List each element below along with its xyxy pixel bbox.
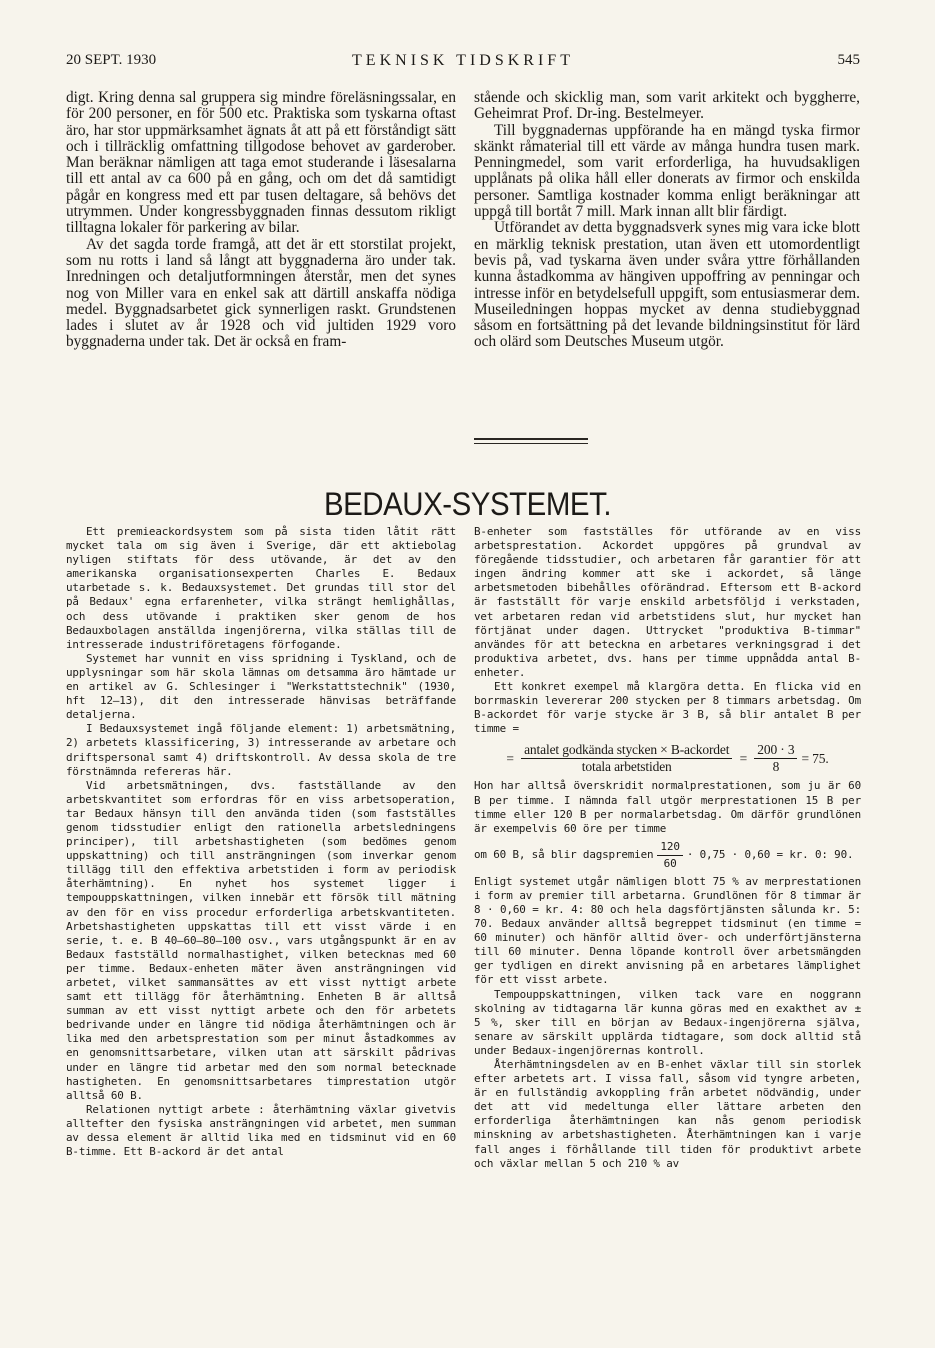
premium-prefix: om 60 B, så blir dagspremien bbox=[474, 848, 654, 862]
article-end-rule bbox=[474, 438, 588, 440]
formula-numerator: antalet godkända stycken × B-ackordet bbox=[521, 742, 732, 759]
article-end-rule-thin bbox=[474, 443, 588, 444]
premium-formula bbox=[474, 839, 861, 872]
paragraph: Till byggnadernas uppförande ha en mängd tyska firmor skänkt råmaterial till ett värde av många hundra tusen mark. Penningmedel, som varit erforderliga, ha huvudsakligen upplånats på olika håll eller donerats av firmor och enskilda personer. Samtliga kostnader komma enligt beräkningar att uppgå till bortåt 7 mill. Mark innan allt blir färdigt. bbox=[474, 121, 860, 221]
paragraph: Relationen nyttigt arbete : återhämtning växlar givetvis alltefter den fysiska ansträngningen vid arbetet, men summan av dessa element är alltid lika med en tidsminut vid en 60 B-timme. Ett B-ackord är det antal bbox=[66, 1102, 456, 1159]
paragraph: Ett konkret exempel må klargöra detta. En flicka vid en borrmaskin levererar 200 stycken per 8 timmars arbetsdag. Om B-ackordet för varje stycke är 3 B, så blir antalet B per timme = bbox=[474, 680, 861, 736]
premium-numerator: 120 bbox=[657, 839, 682, 856]
paragraph: Tempouppskattningen, vilken tack vare en noggrann skolning av tidtagarna lär kunna göras med en exakthet av ± 5 %, sker till en början av Bedaux-ingenjörerna själva, senare av särskilt upplärda tidtagare, som dock alltid stå under Bedaux-ingenjörernas kontroll. bbox=[474, 987, 861, 1057]
premium-suffix: · 0,75 · 0,60 = kr. 0: 90. bbox=[686, 848, 854, 862]
paragraph: Systemet har vunnit en viss spridning i Tyskland, och de upplysningar som här skola lämnas om detsamma äro hämtade ur en artikel av G. Schlesinger i "Werkstattstechnik" (1930, hft 12—13), dit den intresserade hänvisas beträffande detaljerna. bbox=[66, 651, 456, 722]
paragraph: B-enheter som fastställes för utförande av en viss arbetsprestation. Ackordet uppgöres på grundval av föregående tidsstudier, och arbetaren får garantier för att ingen ändring kommer att ske i ackordet, så länge arbetsmetoden bibehålles oförändrad. Eftersom ett B-ackord är fastställt för varje enskild arbetsföljd i verkstaden, vet arbetaren redan vid arbetstidens slut, hur mycket han förtjänat under dagen. Uttrycket "produktiva B-timmar" användes för att beteckna en arbetares verkningsgrad i det produktiva arbetet, dvs. hans per timme uppnådda antal B-enheter. bbox=[474, 525, 861, 679]
formula-denominator: totala arbetstiden bbox=[581, 759, 672, 775]
premium-fraction bbox=[657, 839, 682, 872]
formula-fraction-values bbox=[754, 742, 797, 775]
formula-fraction bbox=[521, 742, 732, 775]
paragraph: digt. Kring denna sal gruppera sig mindre föreläsningssalar, en för 200 personer, en för 500 etc. Praktiska som tyskarna oftast äro, har stor uppmärksamhet ägnats åt att på ett förståndigt sätt och i tillräcklig omfattning tillgodose behovet av garderober. Man beräknar nämligen att taga emot studerande i läsesalarna till ett antal av ca 600 på en gång, och om det då samtidigt pågår en kongress med ett par tusen deltagare, så behövs det utrymmen. Under kongressbyggnaden finnas dessutom rikligt tilltagna lokaler för parkering av bilar. bbox=[66, 89, 456, 237]
paragraph: Utförandet av detta byggnadsverk synes mig vara icke blott en märklig teknisk prestation, utan även ett utomordentligt bevis på, vad tyskarna även under svåra yttre förhållanden kunna åstadkomma av hängiven uppoffring av penningar och intresse inför en betydelsefull uppgift, som entusiasmerar dem. Museiledningen hoppas mycket av denna studiebyggnad såsom en fortsättning på det levande bildningsinstitut för lärd och olärd som Deutsches Museum utgör. bbox=[474, 219, 860, 351]
paragraph: Återhämtningsdelen av en B-enhet växlar till sin storlek efter arbetets art. I vissa fall, såsom vid tyngre arbeten, är en fullständig avkoppling från arbetet nödvändig, under det att vid medeltunga eller lättare arbeten den erforderliga återhämtningen kan nås genom periodisk minskning av arbetshastigheten. Återhämtningen kan i varje fall anges i förhållande till tiden för produktivt arbete och växlar mellan 5 och 210 % av bbox=[474, 1058, 861, 1170]
formula-numerator-values: 200 · 3 bbox=[754, 742, 797, 759]
article-right-column bbox=[474, 525, 861, 1171]
journal-title: TEKNISK TIDSKRIFT bbox=[352, 52, 574, 69]
paragraph: Vid arbetsmätningen, dvs. fastställande av den arbetskvantitet som erfordras för en viss arbetsoperation, tar Bedaux hänsyn till den använda tiden (som fastställes genom tidsstudier enligt den rationella arbetsledningens principer), till arbetshastigheten (som bedömes genom uppskattning) och till ansträngningen (som inverkar genom tillägg till den effektiva arbetstiden i form av periodisk återhämtning). En nyhet hos systemet ligger i tempouppskattningen, vilken innebär ett försök till mätning av den för en viss procedur erforderliga arbetskvantiteten. Arbetshastigheten uppskattas till ett visst värde i en serie, t. e. B 40—60—80—100 osv., vars utgångspunkt är en av Bedaux fastställd normalhastighet, vilken betecknas med 60 per timme. Bedaux-enheten mäter även ansträngningen vid arbetet, vilket sammansättes av ett visst nyttigt arbete samt ett tillägg för återhämtning. Enheten B är alltså summan av ett visst nyttigt arbete och den för arbetets bedrivande under en längre tid nödiga återhämtningen och är lika med den arbetsprestation som per minut åstadkommes av en genomsnittsarbetare, vilken utan att särskilt pådrivas under en längre tid arbetar med den som normal betecknade hastigheten. En genomsnittsarbetares timprestation utgör alltså 60 B. bbox=[66, 778, 456, 1102]
paragraph: stående och skicklig man, som varit arkitekt och byggherre, Geheimrat Prof. Dr-ing. Bestelmeyer. bbox=[474, 89, 860, 123]
paragraph: Hon har alltså överskridit normalprestationen, som ju är 60 B per timme. I nämnda fall utgör merprestationen 15 B per timme eller 120 B per normalarbetsdag. Om därför grundlönen är exempelvis 60 öre per timme bbox=[474, 779, 861, 835]
article-title: BEDAUX-SYSTEMET. bbox=[323, 486, 612, 522]
formula-result: = 75. bbox=[801, 750, 829, 766]
paragraph: Enligt systemet utgår nämligen blott 75 % av merprestationen i form av premier till arbetarna. Grundlönen för 8 timmar är 8 · 0,60 = kr. 4: 80 och hela dagsförtjänsten sålunda kr. 5: 70. Bedaux använder alltså begreppet tidsminut (en timme = 60 minuter) och hänför alltid över- och underförtjänsterna till 60 minuter. Denna löpande kontroll över arbetsmängden ger tydligen en direkt anvisning på en arbetares lämplighet för ett visst arbete. bbox=[474, 874, 861, 987]
rate-formula: = $\frac{\text{antalet godkända stycken × B-ackordet}}{\text{totala arbetstiden}}$ = $\frac{200 \cdot 3}{8}$ = 75. bbox=[506, 742, 829, 775]
issue-date: 20 SEPT. 1930 bbox=[66, 52, 157, 68]
formula-denominator-values: 8 bbox=[772, 759, 780, 775]
article-left-column bbox=[66, 525, 456, 1159]
paragraph: I Bedauxsystemet ingå följande element: 1) arbetsmätning, 2) arbetets klassificering, 3) intresserande av arbetare och driftspersonal samt 4) driftskontroll. Av dessa skola de tre förstnämnda refereras här. bbox=[66, 722, 456, 778]
top-left-column bbox=[66, 90, 456, 351]
paragraph: Av det sagda torde framgå, att det är ett storstilat projekt, som nu rotts i land så långt att byggnaderna äro under tak. Inredningen och detaljutformningen återstår, men det synes nog von Miller vara en enkel sak att därtill anskaffa nödiga medel. Byggnadsarbetet gick synnerligen raskt. Grundstenen lades i slutet av år 1928 och vid jultiden 1929 voro byggnaderna under tak. Det är också en fram- bbox=[66, 235, 456, 351]
premium-denominator: 60 bbox=[663, 856, 677, 870]
page-header bbox=[66, 52, 860, 74]
paragraph: Ett premieackordsystem som på sista tiden låtit rätt mycket tala om sig även i Sverige, där ett aktiebolag nyligen stiftats för dess utövande, är det av den amerikanska organisationsexperten Charles E. Bedaux utarbetade s. k. Bedauxsystemet. Det grundas till stor del på Bedaux' egna erfarenheter, vilka strängt hemlighållas, och dess utövande i praktiken sker genom de hos Bedauxbolagen anställda ingenjörerna, vilka ställas till de intresserade industriföretagens förfogande. bbox=[66, 525, 456, 651]
top-right-column bbox=[474, 90, 860, 351]
page-number: 545 bbox=[837, 52, 860, 68]
